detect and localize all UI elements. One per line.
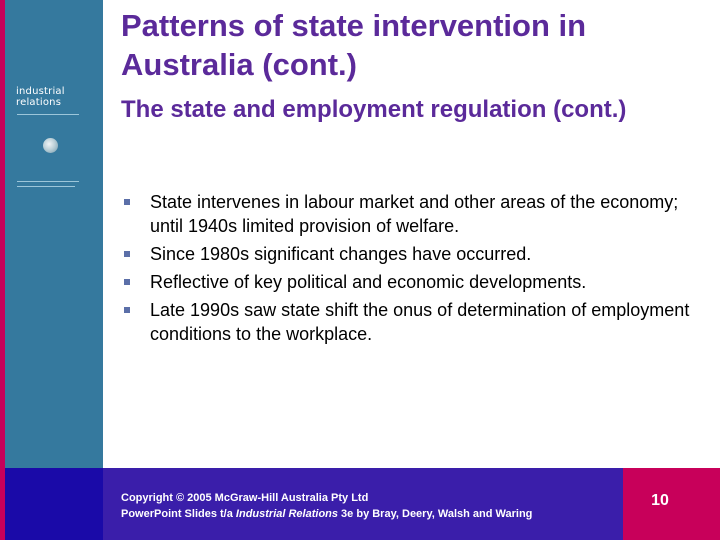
bullet-item bbox=[121, 190, 701, 238]
book-cover-text-line bbox=[17, 186, 75, 187]
copyright-suffix: 3e by Bray, Deery, Walsh and Waring bbox=[338, 508, 533, 520]
book-title bbox=[16, 86, 96, 108]
copyright-notice bbox=[121, 490, 611, 522]
book-name: Industrial Relations bbox=[235, 508, 338, 520]
slide-subtitle: The state and employment regulation (cont.) bbox=[121, 96, 627, 123]
book-cover-image bbox=[5, 0, 103, 468]
square-bullet-icon bbox=[124, 307, 130, 313]
slide-title: Patterns of state intervention in Australia (cont.) bbox=[121, 8, 587, 82]
bullet-list bbox=[121, 190, 701, 350]
bullet-text: Since 1980s significant changes have occurred. bbox=[150, 244, 532, 264]
book-cover-text-line bbox=[17, 181, 79, 182]
bullet-text: Reflective of key political and economic developments. bbox=[150, 272, 587, 292]
square-bullet-icon bbox=[124, 199, 130, 205]
copyright-line-1: Copyright © 2005 McGraw-Hill Australia Pty Ltd bbox=[121, 492, 369, 504]
footer-accent-stripe bbox=[0, 468, 5, 540]
bullet-item bbox=[121, 298, 701, 346]
bullet-item bbox=[121, 270, 701, 294]
bullet-text: State intervenes in labour market and other areas of the economy; until 1940s limited provision of welfare. bbox=[150, 192, 679, 236]
square-bullet-icon bbox=[124, 279, 130, 285]
book-cover-text-line bbox=[17, 114, 79, 115]
copyright-prefix: PowerPoint Slides t/a bbox=[121, 508, 236, 520]
copyright-line-2 bbox=[121, 506, 611, 522]
square-bullet-icon bbox=[124, 251, 130, 257]
page-number: 10 bbox=[651, 492, 669, 509]
bullet-item bbox=[121, 242, 701, 266]
globe-icon bbox=[43, 138, 58, 153]
book-title-line-1: industrial bbox=[16, 86, 65, 97]
footer-left-block bbox=[0, 468, 103, 540]
bullet-text: Late 1990s saw state shift the onus of determination of employment conditions to the workplace. bbox=[150, 300, 690, 344]
book-title-line-2: relations bbox=[16, 97, 62, 108]
